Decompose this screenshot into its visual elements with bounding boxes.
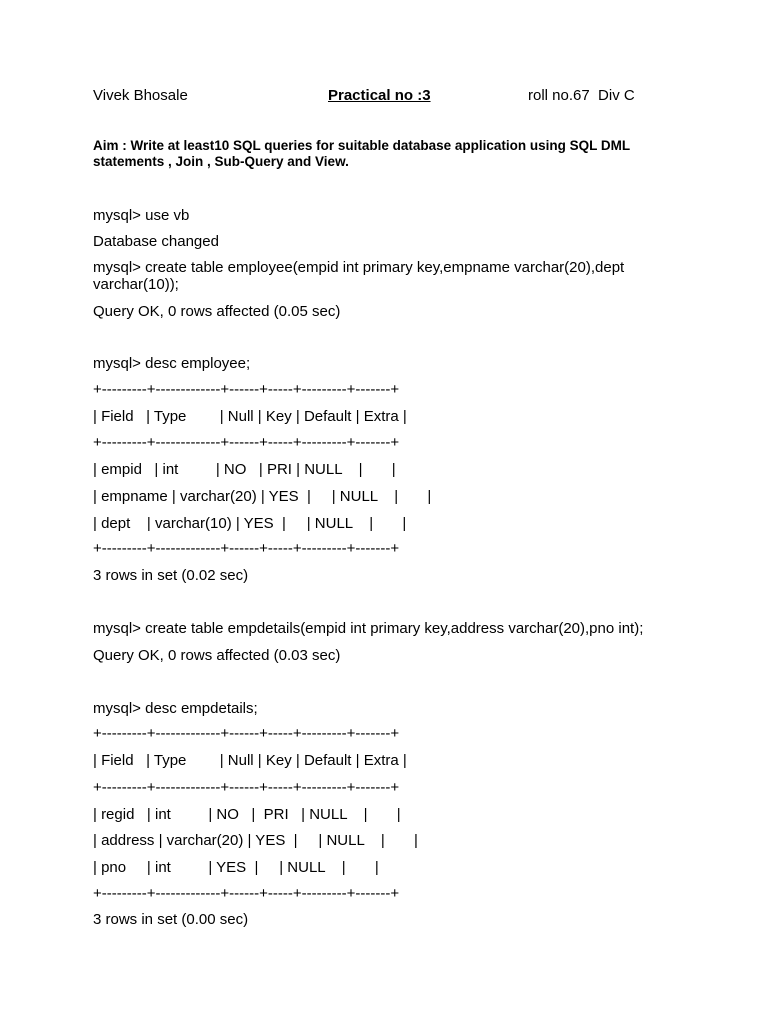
transcript-line: mysql> create table empdetails(empid int primary key,address varchar(20),pno int); <box>93 620 644 637</box>
transcript-line: Query OK, 0 rows affected (0.03 sec) <box>93 647 341 664</box>
table-border: +---------+-------------+------+-----+---------+-------+ <box>93 381 400 398</box>
table-border: +---------+-------------+------+-----+---------+-------+ <box>93 779 400 796</box>
table-border: +---------+-------------+------+-----+---------+-------+ <box>93 540 400 557</box>
table-border: +---------+-------------+------+-----+---------+-------+ <box>93 725 400 742</box>
transcript-line: Query OK, 0 rows affected (0.05 sec) <box>93 303 341 320</box>
table-border: +---------+-------------+------+-----+---------+-------+ <box>93 434 400 451</box>
table-row: | empname | varchar(20) | YES | | NULL | | <box>93 488 432 505</box>
table-border: +---------+-------------+------+-----+---------+-------+ <box>93 885 400 902</box>
table-header-row: | Field | Type | Null | Key | Default | Extra | <box>93 408 407 425</box>
aim-statement: Aim : Write at least10 SQL queries for suitable database application using SQL DML statements , Join , Sub-Query and View. <box>93 138 630 169</box>
table-row: | regid | int | NO | PRI | NULL | | <box>93 806 401 823</box>
transcript-line: 3 rows in set (0.00 sec) <box>93 911 249 928</box>
table-row: | address | varchar(20) | YES | | NULL | | <box>93 832 418 849</box>
table-row: | empid | int | NO | PRI | NULL | | <box>93 461 396 478</box>
page-header <box>0 87 768 107</box>
transcript-line: 3 rows in set (0.02 sec) <box>93 567 249 584</box>
transcript-line: mysql> desc empdetails; <box>93 700 258 717</box>
transcript-line: mysql> desc employee; <box>93 355 251 372</box>
table-row: | dept | varchar(10) | YES | | NULL | | <box>93 515 407 532</box>
student-name: Vivek Bhosale <box>93 87 188 104</box>
transcript-line: mysql> use vb <box>93 207 190 224</box>
page-title: Practical no :3 <box>328 87 431 104</box>
transcript-line: Database changed <box>93 233 219 250</box>
transcript-line: mysql> create table employee(empid int primary key,empname varchar(20),dept varchar(10)); <box>93 259 629 293</box>
roll-number: roll no.67 Div C <box>528 87 635 104</box>
table-row: | pno | int | YES | | NULL | | <box>93 859 379 876</box>
table-header-row: | Field | Type | Null | Key | Default | Extra | <box>93 752 407 769</box>
